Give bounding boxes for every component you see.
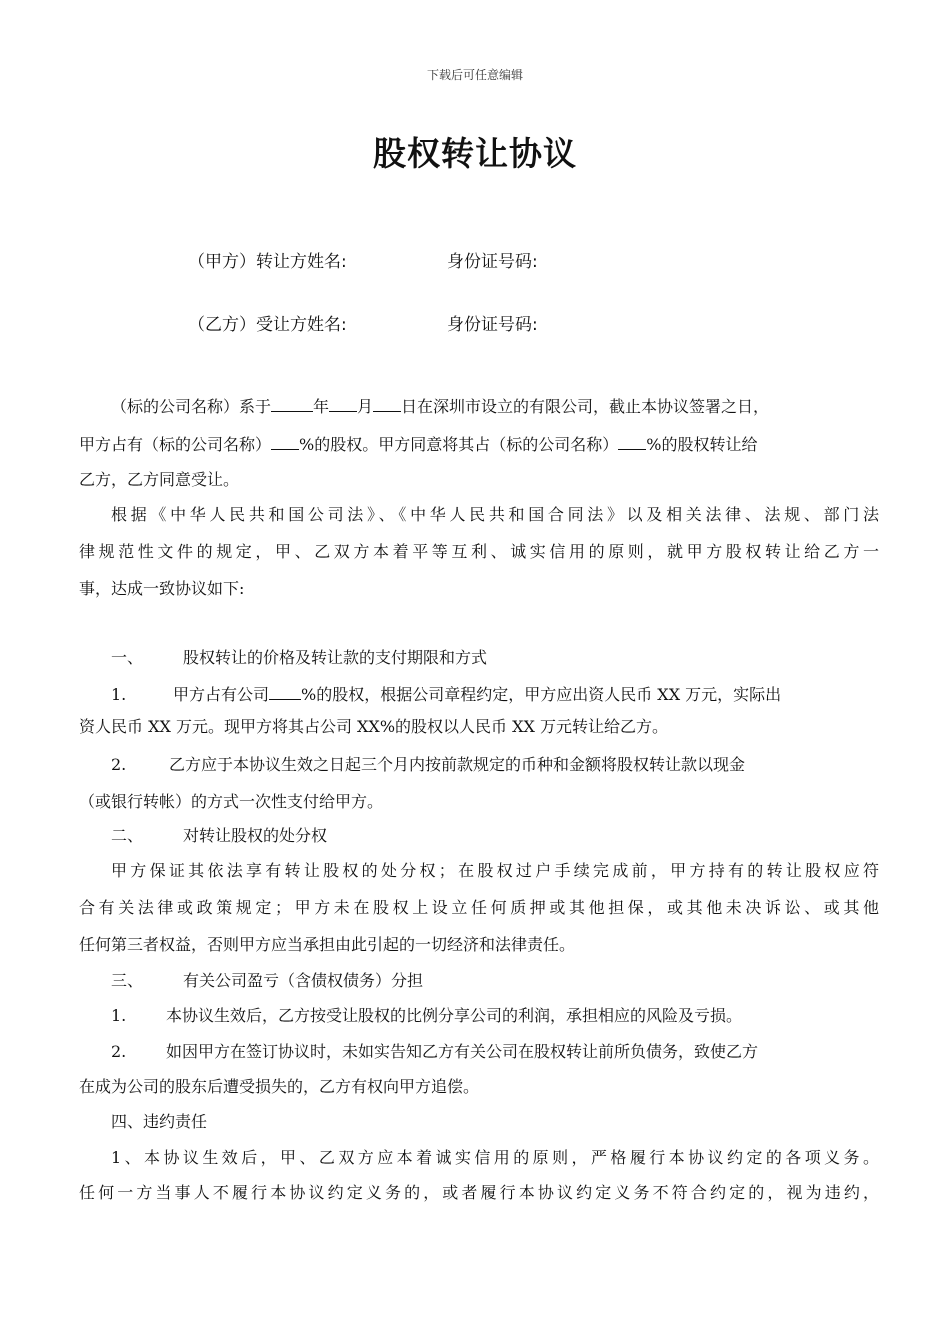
section-title: 对转让股权的处分权 [183,826,328,845]
party-b-name-label: （乙方）受让方姓名: [188,315,347,335]
blank-underline [271,431,299,450]
item-number: 2. [111,755,127,774]
text-span: 乙方应于本协议生效之日起三个月内按前款规定的币种和金额将股权转让款以现金 [169,755,746,774]
paragraph-line: 1、本协议生效后，甲、乙双方应本着诚实信用的原则，严格履行本协议约定的各项义务。 [111,1148,879,1167]
blank-underline [329,393,357,412]
text-span: 日在深圳市设立的有限公司，截止本协议签署之日， [401,397,770,416]
paragraph-line [79,431,879,455]
paragraph-line [79,753,879,777]
text-span: 月 [357,397,374,416]
text-span: 如因甲方在签订协议时，未如实告知乙方有关公司在股权转让前所负债务，致使乙方 [166,1042,759,1061]
paragraph-line: 律规范性文件的规定，甲、乙双方本着平等互利、诚实信用的原则，就甲方股权转让给乙方一 [79,542,879,561]
party-a-row [188,247,538,272]
party-b-row [188,310,538,335]
text-span: %的股权转让给 [646,435,758,454]
section-heading [79,824,879,848]
section-title: 有关公司盈亏（含债权债务）分担 [183,971,424,990]
party-a-id-label: 身份证号码: [447,252,538,272]
party-a-name-label: （甲方）转让方姓名: [188,252,347,272]
header-note: 下载后可任意编辑 [426,68,523,82]
text-span: %的股权，根据公司章程约定，甲方应出资人民币 XX 万元，实际出 [301,685,782,704]
section-number: 一、 [111,648,144,667]
paragraph-line: （或银行转帐）的方式一次性支付给甲方。 [79,792,384,811]
paragraph-line [79,1040,879,1064]
section-heading [79,969,879,993]
text-span: 年 [313,397,330,416]
text-span: （标的公司名称）系于 [111,397,272,416]
blank-underline [618,431,646,450]
paragraph-line: 乙方，乙方同意受让。 [79,470,240,489]
text-span: 甲方占有公司 [173,685,270,704]
paragraph-line: 事，达成一致协议如下: [79,579,245,598]
blank-underline [271,393,313,412]
document-title: 股权转让协议 [373,134,577,173]
item-number: 1. [111,685,127,704]
text-span: 本协议生效后，乙方按受让股权的比例分享公司的利润，承担相应的风险及亏损。 [166,1006,743,1025]
paragraph-line [79,1004,879,1028]
item-number: 2. [111,1042,127,1061]
paragraph-line: 任何第三者权益，否则甲方应当承担由此引起的一切经济和法律责任。 [79,935,576,954]
section-title: 股权转让的价格及转让款的支付期限和方式 [183,648,488,667]
paragraph-line: 在成为公司的股东后遭受损失的，乙方有权向甲方追偿。 [79,1077,480,1096]
blank-underline [269,681,301,700]
paragraph-line [79,393,879,417]
section-heading [79,646,879,670]
paragraph-line: 任何一方当事人不履行本协议约定义务的，或者履行本协议约定义务不符合约定的，视为违约， [79,1183,879,1202]
section-number: 二、 [111,826,144,845]
item-number: 1. [111,1006,127,1025]
blank-underline [373,393,401,412]
paragraph-line: 根据《中华人民共和国公司法》、《中华人民共和国合同法》以及相关法律、法规、部门法 [111,505,879,524]
text-span: 甲方占有（标的公司名称） [79,435,272,454]
paragraph-line: 合有关法律或政策规定；甲方未在股权上设立任何质押或其他担保，或其他未决诉讼、或其他 [79,898,879,917]
party-b-id-label: 身份证号码: [447,315,538,335]
paragraph-line [79,681,879,705]
section-heading: 四、违约责任 [111,1112,208,1131]
paragraph-line: 资人民币 XX 万元。现甲方将其占公司 XX%的股权以人民币 XX 万元转让给乙方。 [79,717,668,736]
section-number: 三、 [111,971,144,990]
text-span: %的股权。甲方同意将其占（标的公司名称） [299,435,619,454]
paragraph-line: 甲方保证其依法享有转让股权的处分权；在股权过户手续完成前，甲方持有的转让股权应符 [111,861,879,880]
